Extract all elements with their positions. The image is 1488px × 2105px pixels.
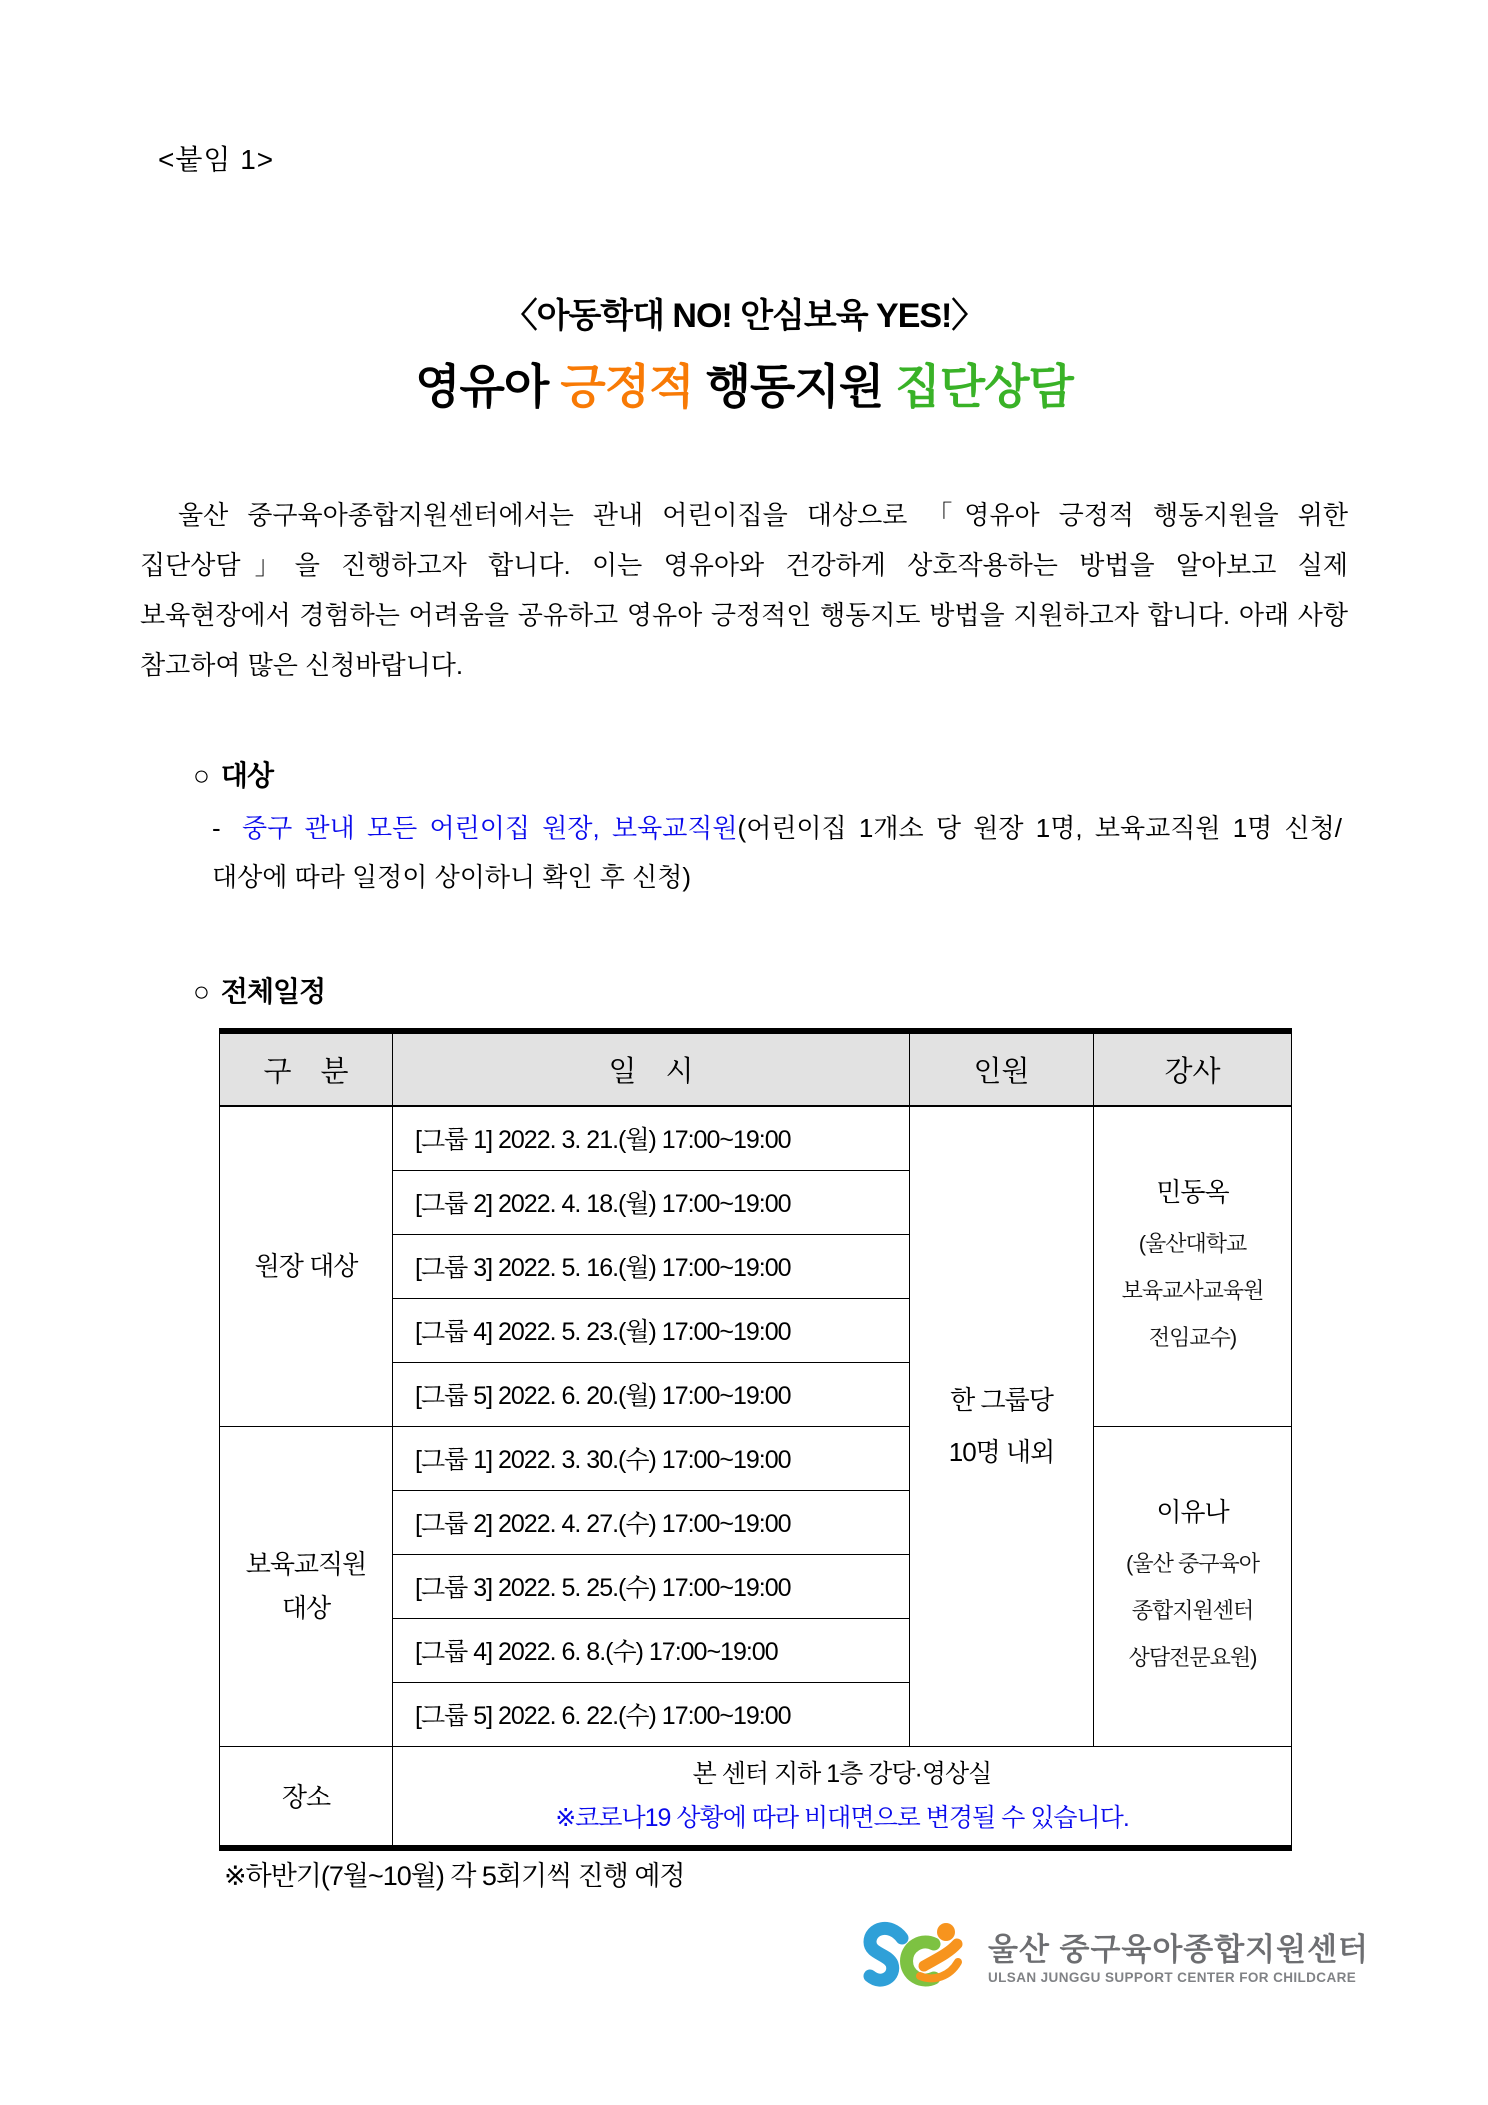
table-row: [220, 1426, 1292, 1490]
venue-label: 장소: [220, 1746, 393, 1848]
title-part-black1: 영유아: [415, 360, 561, 413]
target-item-text: [212, 813, 1342, 892]
schedule-slot: [그룹 5] 2022. 6. 20.(월) 17:00~19:00: [393, 1362, 910, 1426]
schedule-slot: [그룹 4] 2022. 5. 23.(월) 17:00~19:00: [393, 1298, 910, 1362]
header-instructor: 강사: [1094, 1031, 1292, 1106]
schedule-slot: [그룹 2] 2022. 4. 18.(월) 17:00~19:00: [393, 1170, 910, 1234]
document-subtitle: 〈아동학대 NO! 안심보육 YES!〉: [503, 297, 985, 335]
instructor-affiliation-line: 종합지원센터: [1131, 1597, 1254, 1623]
schedule-slot: [그룹 4] 2022. 6. 8.(수) 17:00~19:00: [393, 1618, 910, 1682]
schedule-slot: [그룹 3] 2022. 5. 16.(월) 17:00~19:00: [393, 1234, 910, 1298]
capacity-line: 한 그룹당: [950, 1385, 1053, 1416]
schedule-slot: [그룹 1] 2022. 3. 30.(수) 17:00~19:00: [393, 1426, 910, 1490]
venue-cell: [393, 1746, 1292, 1848]
schedule-slot: [그룹 3] 2022. 5. 25.(수) 17:00~19:00: [393, 1554, 910, 1618]
document-title: [0, 350, 1488, 417]
capacity-cell: [910, 1106, 1094, 1746]
venue-line: 본 센터 지하 1층 강당·영상실: [692, 1759, 992, 1788]
attachment-label: <붙임 1>: [158, 144, 275, 175]
footer-brand-text: [988, 1932, 1369, 1988]
footnote: ※하반기(7월~10월) 각 5회기씩 진행 예정: [224, 1861, 685, 1891]
instructor-affiliation-line: (울산대학교: [1138, 1230, 1247, 1256]
title-part-orange: 긍정적: [560, 360, 694, 413]
center-logo-icon: [862, 1918, 974, 2002]
org-name-korean: 울산 중구육아종합지원센터: [988, 1932, 1369, 1967]
table-header-row: [220, 1031, 1292, 1106]
dash-marker: -: [212, 813, 221, 843]
schedule-table-wrapper: [219, 1028, 1292, 1851]
title-part-black2: 행동지원: [693, 360, 896, 413]
category-line: 원장 대상: [254, 1251, 358, 1282]
intro-paragraph: 울산 중구육아종합지원센터에서는 관내 어린이집을 대상으로 「영유아 긍정적 행동지원을 위한 집단상담」을 진행하고자 합니다. 이는 영유아와 건강하게 상호작용하는 방법을 알아보고 실제 보육현장에서 경험하는 어려움을 공유하고 영유아 긍정적인 행동지도 방법을 지원하고자 합니다. 아래 사항 참고하여 많은 신청바랍니다.: [140, 500, 1348, 680]
schedule-slot: [그룹 1] 2022. 3. 21.(월) 17:00~19:00: [393, 1106, 910, 1170]
category-cell-directors: [220, 1106, 393, 1426]
category-line: 대상: [281, 1593, 331, 1623]
instructor-name: 민동옥: [1156, 1176, 1229, 1207]
instructor-name: 이유나: [1156, 1496, 1229, 1527]
category-line: 보육교직원: [245, 1549, 367, 1579]
org-name-english: ULSAN JUNGGU SUPPORT CENTER FOR CHILDCARE: [988, 1970, 1357, 1985]
title-part-green: 집단상담: [895, 360, 1073, 413]
target-list-item: [212, 804, 1342, 902]
target-heading-label: 대상: [220, 760, 274, 791]
category-cell-teachers: [220, 1426, 393, 1746]
schedule-slot: [그룹 2] 2022. 4. 27.(수) 17:00~19:00: [393, 1490, 910, 1554]
venue-covid-note: ※코로나19 상황에 따라 비대면으로 변경될 수 있습니다.: [555, 1803, 1129, 1832]
instructor-affiliation-line: 보육교사교육원: [1121, 1277, 1264, 1303]
header-capacity: 인원: [910, 1031, 1094, 1106]
venue-row: [220, 1746, 1292, 1848]
section-heading-target: [193, 754, 273, 794]
section-heading-schedule: [193, 970, 325, 1010]
table-row: [220, 1106, 1292, 1170]
capacity-line: 10명 내외: [948, 1437, 1055, 1468]
schedule-heading-label: 전체일정: [220, 976, 326, 1007]
footer-brand: [862, 1918, 1369, 2002]
instructor-affiliation-line: 상담전문요원): [1128, 1644, 1257, 1670]
schedule-slot: [그룹 5] 2022. 6. 22.(수) 17:00~19:00: [393, 1682, 910, 1746]
circle-marker-icon: ○: [193, 976, 209, 1007]
header-datetime: 일 시: [393, 1031, 910, 1106]
circle-marker-icon: ○: [193, 760, 209, 791]
instructor-affiliation-line: (울산 중구육아: [1126, 1550, 1259, 1576]
instructor-cell-1: [1094, 1106, 1292, 1426]
target-detail-text: (어린이집 1개소 당 원장 1명, 보육교직원 1명 신청/ 대상에 따라 일정이 상이하니 확인 후 신청): [212, 813, 1342, 892]
header-category: 구 분: [220, 1031, 393, 1106]
instructor-cell-2: [1094, 1426, 1292, 1746]
target-highlight-text: 중구 관내 모든 어린이집 원장, 보육교직원: [242, 813, 738, 843]
schedule-table: [219, 1028, 1292, 1851]
instructor-affiliation-line: 전임교수): [1148, 1324, 1237, 1350]
